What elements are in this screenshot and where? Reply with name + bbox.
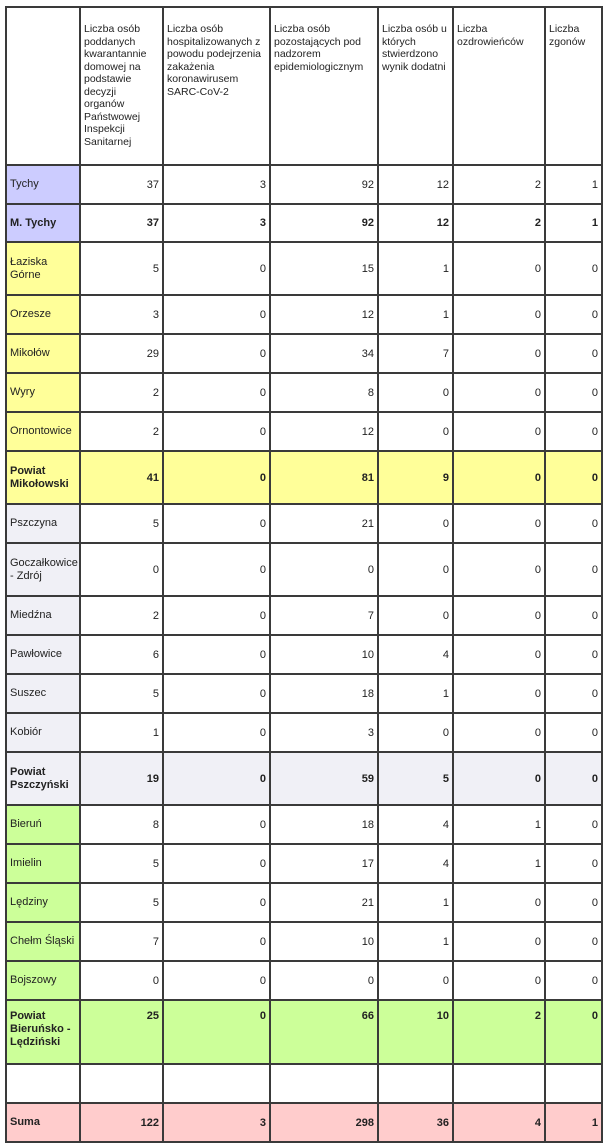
row-name-cell: Suszec — [6, 674, 80, 713]
recovered-cell: 2 — [453, 165, 545, 204]
deaths-cell: 1 — [545, 1103, 602, 1142]
table-row — [6, 373, 602, 412]
positive-cell: 1 — [378, 674, 453, 713]
table-row — [6, 242, 602, 295]
row-name-cell: Powiat Mikołowski — [6, 451, 80, 504]
recovered-cell: 0 — [453, 451, 545, 504]
supervision-cell: 12 — [270, 295, 378, 334]
table-row — [6, 1000, 602, 1064]
recovered-cell: 0 — [453, 752, 545, 805]
deaths-cell — [545, 1064, 602, 1103]
supervision-cell: 10 — [270, 635, 378, 674]
table-row — [6, 752, 602, 805]
row-name-cell: Kobiór — [6, 713, 80, 752]
positive-cell: 0 — [378, 373, 453, 412]
recovered-cell: 0 — [453, 504, 545, 543]
quarantine-cell: 122 — [80, 1103, 163, 1142]
recovered-cell: 0 — [453, 883, 545, 922]
quarantine-cell — [80, 1064, 163, 1103]
quarantine-cell: 1 — [80, 713, 163, 752]
supervision-cell: 12 — [270, 412, 378, 451]
recovered-cell: 0 — [453, 543, 545, 596]
quarantine-cell: 25 — [80, 1000, 163, 1064]
quarantine-cell: 0 — [80, 543, 163, 596]
supervision-cell: 298 — [270, 1103, 378, 1142]
deaths-cell: 0 — [545, 242, 602, 295]
supervision-cell: 81 — [270, 451, 378, 504]
recovered-cell: 2 — [453, 1000, 545, 1064]
row-name-cell: Wyry — [6, 373, 80, 412]
recovered-cell: 0 — [453, 713, 545, 752]
row-name-cell: M. Tychy — [6, 204, 80, 242]
table-row — [6, 883, 602, 922]
row-name-cell: Pszczyna — [6, 504, 80, 543]
deaths-cell: 0 — [545, 713, 602, 752]
hospitalized-cell: 0 — [163, 752, 270, 805]
deaths-cell: 0 — [545, 412, 602, 451]
quarantine-cell: 37 — [80, 204, 163, 242]
quarantine-cell: 19 — [80, 752, 163, 805]
deaths-cell: 0 — [545, 922, 602, 961]
header-recovered: Liczba ozdrowieńców — [453, 7, 545, 165]
row-name-cell: Lędziny — [6, 883, 80, 922]
row-name-cell: Chełm Śląski — [6, 922, 80, 961]
header-positive: Liczba osób u których stwierdzono wynik dodatni — [378, 7, 453, 165]
header-supervision: Liczba osób pozostających pod nadzorem epidemiologicznym — [270, 7, 378, 165]
positive-cell: 4 — [378, 805, 453, 844]
positive-cell: 12 — [378, 165, 453, 204]
hospitalized-cell: 0 — [163, 451, 270, 504]
recovered-cell: 0 — [453, 596, 545, 635]
deaths-cell: 0 — [545, 451, 602, 504]
quarantine-cell: 5 — [80, 883, 163, 922]
deaths-cell: 0 — [545, 373, 602, 412]
table-row — [6, 412, 602, 451]
table-row — [6, 922, 602, 961]
supervision-cell: 92 — [270, 165, 378, 204]
hospitalized-cell: 0 — [163, 1000, 270, 1064]
quarantine-cell: 7 — [80, 922, 163, 961]
supervision-cell: 21 — [270, 883, 378, 922]
supervision-cell: 18 — [270, 674, 378, 713]
positive-cell: 0 — [378, 412, 453, 451]
header-deaths: Liczba zgonów — [545, 7, 602, 165]
table-row — [6, 165, 602, 204]
deaths-cell: 0 — [545, 596, 602, 635]
covid-statistics-table — [5, 6, 603, 1143]
deaths-cell: 0 — [545, 805, 602, 844]
quarantine-cell: 8 — [80, 805, 163, 844]
row-name-cell: Goczałkowice - Zdrój — [6, 543, 80, 596]
recovered-cell: 0 — [453, 412, 545, 451]
header-quarantine: Liczba osób poddanych kwarantannie domowej na podstawie decyzji organów Państwowej Inspekcji Sanitarnej — [80, 7, 163, 165]
recovered-cell: 2 — [453, 204, 545, 242]
positive-cell: 0 — [378, 543, 453, 596]
table-row — [6, 504, 602, 543]
positive-cell: 36 — [378, 1103, 453, 1142]
quarantine-cell: 0 — [80, 961, 163, 1000]
table-row — [6, 635, 602, 674]
positive-cell: 0 — [378, 961, 453, 1000]
header-empty-cell — [6, 7, 80, 165]
deaths-cell: 0 — [545, 504, 602, 543]
recovered-cell: 0 — [453, 373, 545, 412]
quarantine-cell: 5 — [80, 242, 163, 295]
supervision-cell: 7 — [270, 596, 378, 635]
supervision-cell: 59 — [270, 752, 378, 805]
quarantine-cell: 41 — [80, 451, 163, 504]
row-name-cell — [6, 1064, 80, 1103]
hospitalized-cell: 0 — [163, 635, 270, 674]
table-row — [6, 543, 602, 596]
deaths-cell: 0 — [545, 961, 602, 1000]
hospitalized-cell: 3 — [163, 204, 270, 242]
hospitalized-cell: 0 — [163, 295, 270, 334]
supervision-cell — [270, 1064, 378, 1103]
row-name-cell: Suma — [6, 1103, 80, 1142]
hospitalized-cell: 0 — [163, 373, 270, 412]
quarantine-cell: 5 — [80, 844, 163, 883]
recovered-cell: 0 — [453, 334, 545, 373]
hospitalized-cell: 0 — [163, 805, 270, 844]
positive-cell: 0 — [378, 713, 453, 752]
supervision-cell: 3 — [270, 713, 378, 752]
recovered-cell: 0 — [453, 674, 545, 713]
positive-cell: 0 — [378, 596, 453, 635]
recovered-cell: 1 — [453, 844, 545, 883]
hospitalized-cell: 0 — [163, 242, 270, 295]
positive-cell: 4 — [378, 844, 453, 883]
quarantine-cell: 2 — [80, 373, 163, 412]
deaths-cell: 1 — [545, 204, 602, 242]
quarantine-cell: 3 — [80, 295, 163, 334]
header-hospitalized: Liczba osób hospitalizowanych z powodu podejrzenia zakażenia koronawirusem SARC-CoV-2 — [163, 7, 270, 165]
quarantine-cell: 6 — [80, 635, 163, 674]
table-row — [6, 204, 602, 242]
header-row — [6, 7, 602, 165]
positive-cell: 7 — [378, 334, 453, 373]
supervision-cell: 21 — [270, 504, 378, 543]
positive-cell: 1 — [378, 242, 453, 295]
positive-cell: 4 — [378, 635, 453, 674]
hospitalized-cell: 0 — [163, 596, 270, 635]
recovered-cell: 1 — [453, 805, 545, 844]
hospitalized-cell: 0 — [163, 844, 270, 883]
table-row — [6, 713, 602, 752]
row-name-cell: Orzesze — [6, 295, 80, 334]
row-name-cell: Ornontowice — [6, 412, 80, 451]
quarantine-cell: 29 — [80, 334, 163, 373]
recovered-cell: 4 — [453, 1103, 545, 1142]
table-row — [6, 596, 602, 635]
supervision-cell: 92 — [270, 204, 378, 242]
row-name-cell: Powiat Bieruńsko - Lędziński — [6, 1000, 80, 1064]
positive-cell: 9 — [378, 451, 453, 504]
table-row — [6, 451, 602, 504]
positive-cell: 1 — [378, 295, 453, 334]
hospitalized-cell: 0 — [163, 504, 270, 543]
deaths-cell: 0 — [545, 844, 602, 883]
hospitalized-cell: 3 — [163, 1103, 270, 1142]
hospitalized-cell: 0 — [163, 412, 270, 451]
deaths-cell: 0 — [545, 295, 602, 334]
positive-cell: 0 — [378, 504, 453, 543]
row-name-cell: Imielin — [6, 844, 80, 883]
deaths-cell: 0 — [545, 1000, 602, 1064]
positive-cell: 1 — [378, 883, 453, 922]
recovered-cell: 0 — [453, 295, 545, 334]
quarantine-cell: 37 — [80, 165, 163, 204]
supervision-cell: 8 — [270, 373, 378, 412]
row-name-cell: Bojszowy — [6, 961, 80, 1000]
hospitalized-cell: 0 — [163, 713, 270, 752]
supervision-cell: 17 — [270, 844, 378, 883]
supervision-cell: 0 — [270, 961, 378, 1000]
quarantine-cell: 2 — [80, 412, 163, 451]
hospitalized-cell: 0 — [163, 961, 270, 1000]
hospitalized-cell: 0 — [163, 922, 270, 961]
row-name-cell: Tychy — [6, 165, 80, 204]
recovered-cell: 0 — [453, 635, 545, 674]
table-row — [6, 674, 602, 713]
row-name-cell: Powiat Pszczyński — [6, 752, 80, 805]
hospitalized-cell: 0 — [163, 543, 270, 596]
table-row — [6, 961, 602, 1000]
table-row — [6, 1103, 602, 1142]
supervision-cell: 15 — [270, 242, 378, 295]
quarantine-cell: 5 — [80, 504, 163, 543]
table-row — [6, 844, 602, 883]
supervision-cell: 18 — [270, 805, 378, 844]
hospitalized-cell: 0 — [163, 883, 270, 922]
positive-cell: 12 — [378, 204, 453, 242]
deaths-cell: 0 — [545, 543, 602, 596]
deaths-cell: 0 — [545, 334, 602, 373]
quarantine-cell: 5 — [80, 674, 163, 713]
deaths-cell: 0 — [545, 883, 602, 922]
positive-cell: 5 — [378, 752, 453, 805]
row-name-cell: Bieruń — [6, 805, 80, 844]
deaths-cell: 1 — [545, 165, 602, 204]
positive-cell: 10 — [378, 1000, 453, 1064]
hospitalized-cell: 0 — [163, 674, 270, 713]
row-name-cell: Pawłowice — [6, 635, 80, 674]
recovered-cell — [453, 1064, 545, 1103]
recovered-cell: 0 — [453, 961, 545, 1000]
deaths-cell: 0 — [545, 674, 602, 713]
recovered-cell: 0 — [453, 922, 545, 961]
row-name-cell: Mikołów — [6, 334, 80, 373]
hospitalized-cell: 3 — [163, 165, 270, 204]
table-row — [6, 295, 602, 334]
quarantine-cell: 2 — [80, 596, 163, 635]
supervision-cell: 34 — [270, 334, 378, 373]
recovered-cell: 0 — [453, 242, 545, 295]
supervision-cell: 10 — [270, 922, 378, 961]
positive-cell — [378, 1064, 453, 1103]
hospitalized-cell — [163, 1064, 270, 1103]
deaths-cell: 0 — [545, 635, 602, 674]
positive-cell: 1 — [378, 922, 453, 961]
table-row — [6, 334, 602, 373]
supervision-cell: 0 — [270, 543, 378, 596]
supervision-cell: 66 — [270, 1000, 378, 1064]
row-name-cell: Miedźna — [6, 596, 80, 635]
row-name-cell: Łaziska Górne — [6, 242, 80, 295]
deaths-cell: 0 — [545, 752, 602, 805]
hospitalized-cell: 0 — [163, 334, 270, 373]
table-row — [6, 1064, 602, 1103]
table-row — [6, 805, 602, 844]
